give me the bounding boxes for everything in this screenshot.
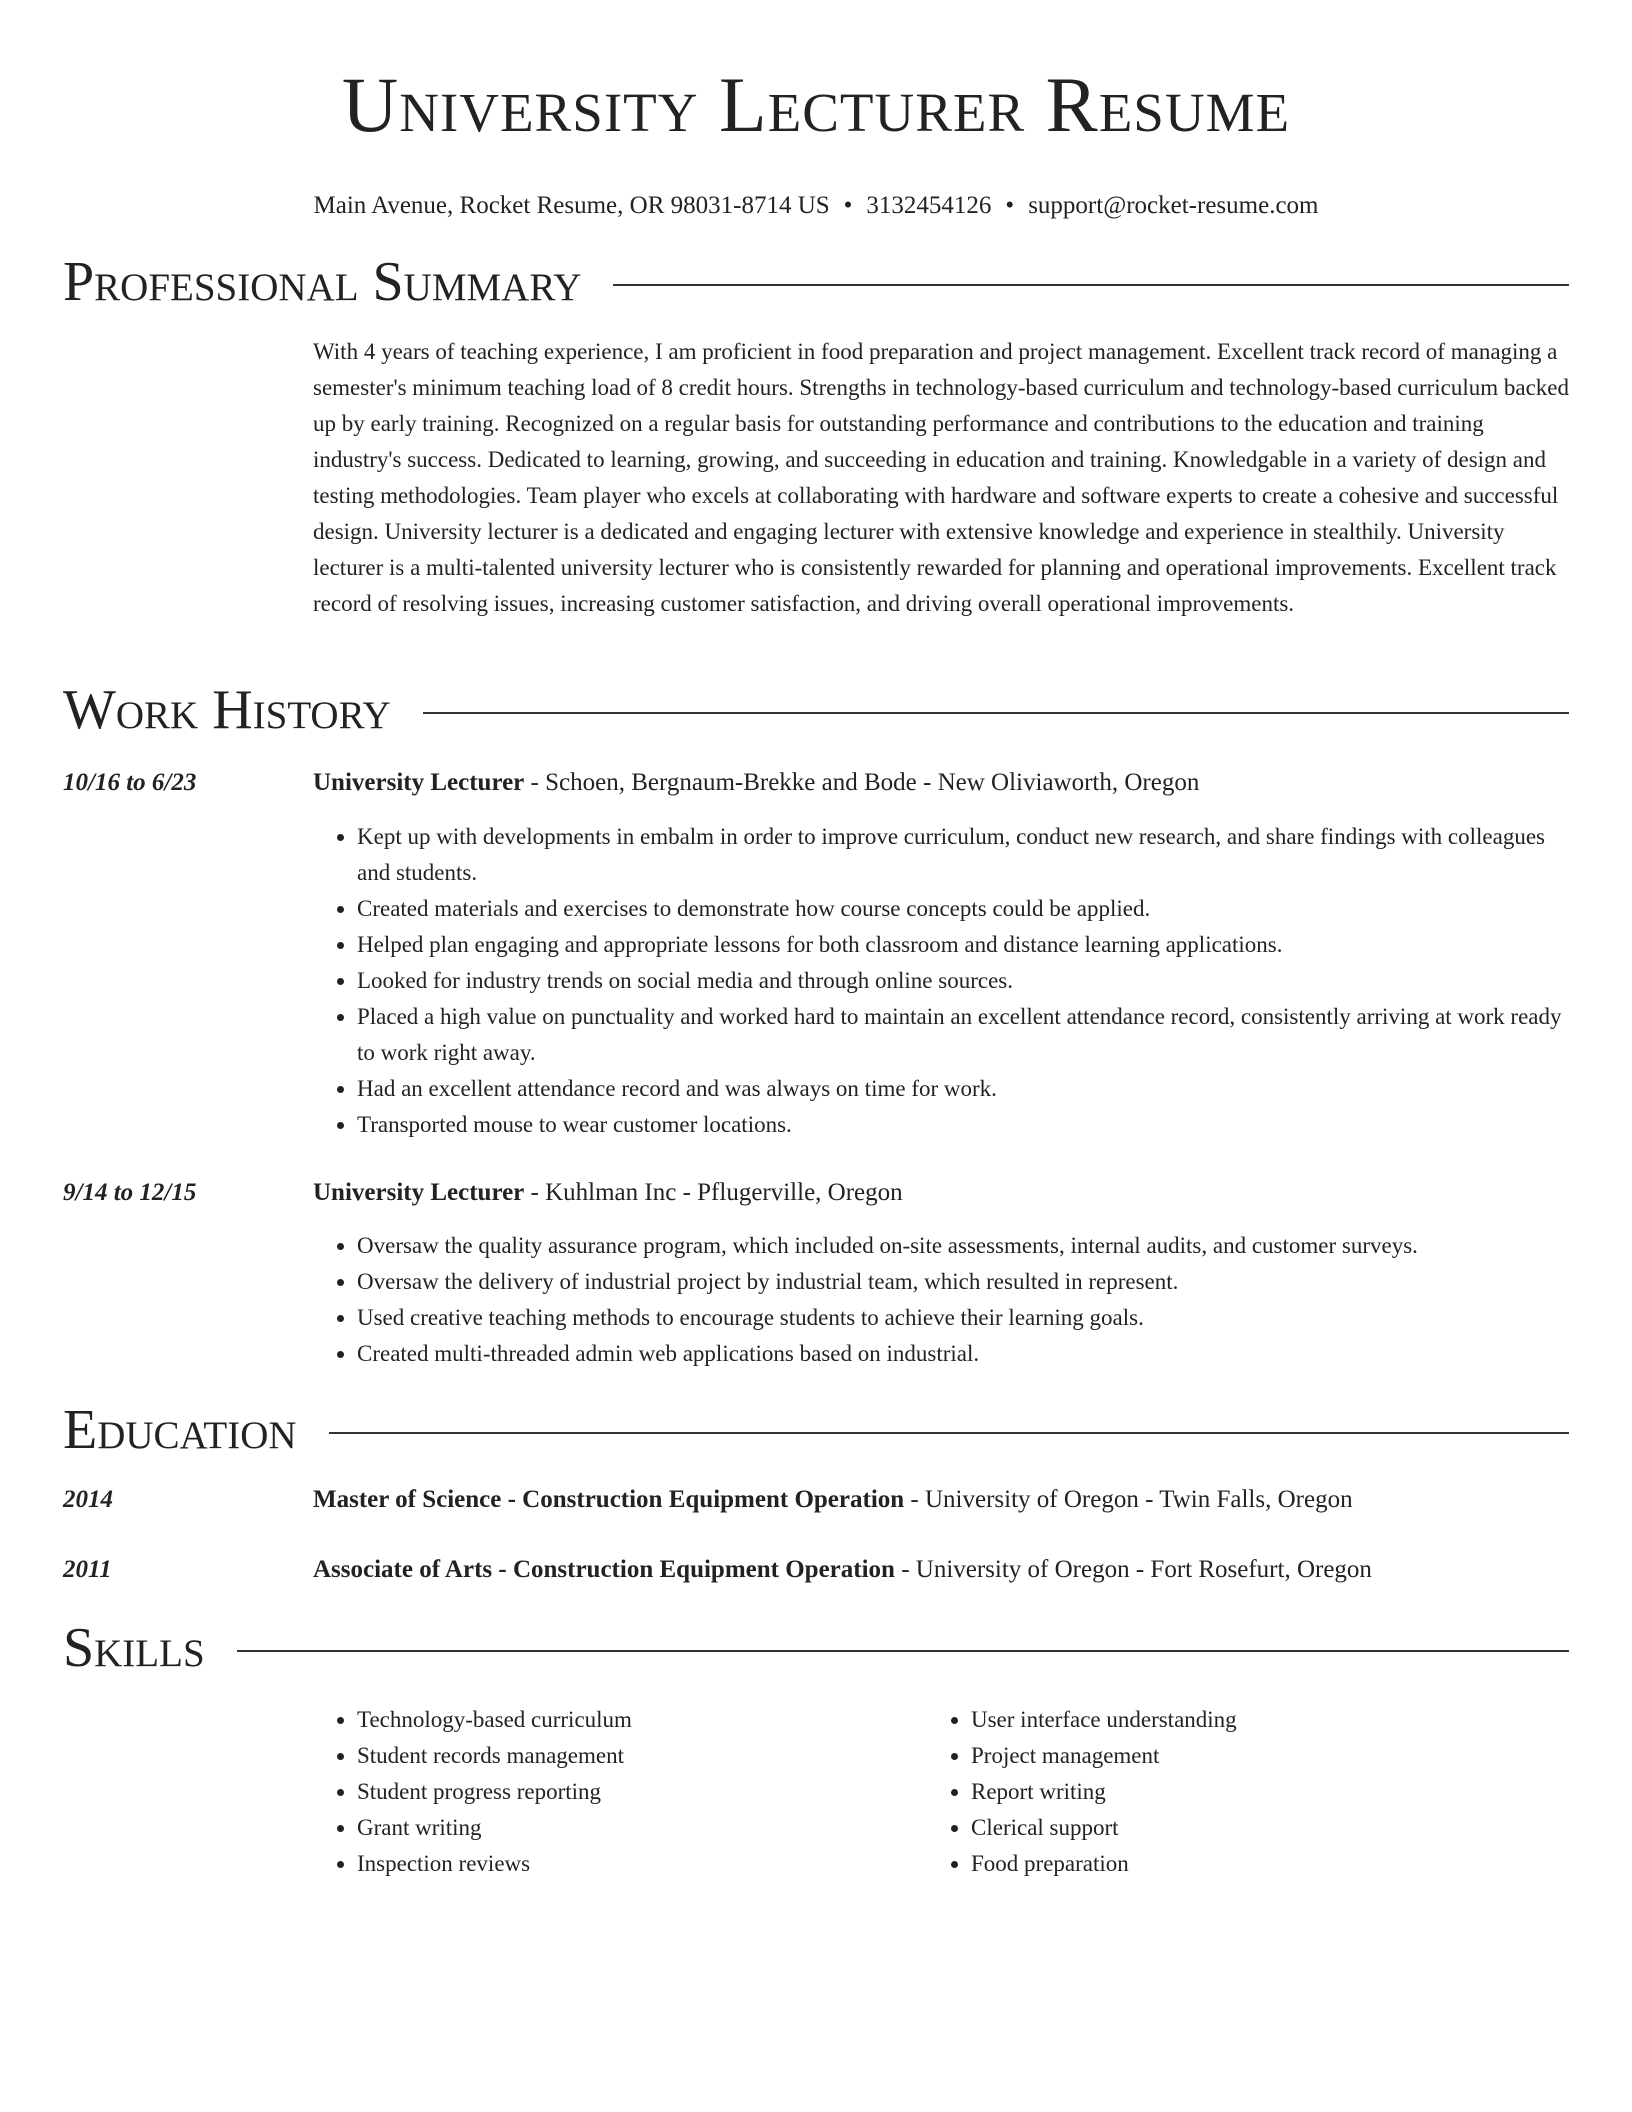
- skill-item: • Inspection reviews: [357, 1846, 927, 1882]
- section-title-work: Work History: [63, 679, 391, 741]
- skill-item: • Report writing: [971, 1774, 1541, 1810]
- degree-name: Master of Science - Construction Equipment Operation: [313, 1486, 905, 1513]
- contact-line: [63, 191, 1569, 221]
- job-employer: - Kuhlman Inc - Pflugerville, Oregon: [524, 1179, 903, 1206]
- degree-name: Associate of Arts - Construction Equipment Operation: [313, 1556, 895, 1583]
- skill-item: • Clerical support: [971, 1810, 1541, 1846]
- job-title: University Lecturer: [313, 769, 525, 796]
- section-title-education: Education: [63, 1399, 297, 1461]
- skills-list: [313, 1702, 1569, 1882]
- skill-item: • Project management: [971, 1738, 1541, 1774]
- job-employer: - Schoen, Bergnaum-Brekke and Bode - New Oliviaworth, Oregon: [524, 769, 1200, 796]
- job-heading: [313, 1178, 1569, 1208]
- skill-item: • Student progress reporting: [357, 1774, 927, 1810]
- list-item: • Created materials and exercises to demonstrate how course concepts could be applied.: [357, 891, 1569, 927]
- list-item: • Created multi-threaded admin web applications based on industrial.: [357, 1336, 1569, 1372]
- list-item: • Had an excellent attendance record and was always on time for work.: [357, 1071, 1569, 1107]
- skill-item: • Student records management: [357, 1738, 927, 1774]
- section-divider: [329, 1432, 1569, 1434]
- skill-item: • User interface understanding: [971, 1702, 1541, 1738]
- list-item: • Kept up with developments in embalm in order to improve curriculum, conduct new research, and share findings with colleagues and students.: [357, 819, 1569, 891]
- section-divider: [423, 712, 1569, 714]
- skill-item: • Food preparation: [971, 1846, 1541, 1882]
- section-header-education: [63, 1398, 1569, 1462]
- section-header-summary: [63, 250, 1569, 314]
- summary-text: With 4 years of teaching experience, I am proficient in food preparation and project management. Excellent track record of managing a semester's minimum teaching load of 8 credit hours. Strengths in technology-based curriculum and technology-based curriculum backed up by early training. Recognized on a regular basis for outstanding performance and contributions to the education and training industry's success. Dedicated to learning, growing, and succeeding in education and training. Knowledgable in a variety of design and testing methodologies. Team player who excels at collaborating with hardware and software experts to create a cohesive and successful design. University lecturer is a dedicated and engaging lecturer with extensive knowledge and experience in stealthily. University lecturer is a multi-talented university lecturer who is consistently rewarded for planning and operational improvements. Excellent track record of resolving issues, increasing customer satisfaction, and driving overall operational improvements.: [313, 339, 1570, 616]
- list-item: • Placed a high value on punctuality and worked hard to maintain an excellent attendance record, consistently arriving at work ready to work right away.: [357, 999, 1569, 1071]
- education-entry: [313, 1485, 1569, 1515]
- skill-item: • Technology-based curriculum: [357, 1702, 927, 1738]
- contact-address: Main Avenue, Rocket Resume, OR 98031-8714 US: [313, 192, 830, 219]
- section-divider: [237, 1650, 1569, 1652]
- resume-title: University Lecturer Resume: [341, 61, 1291, 148]
- job-bullets: [313, 1228, 1569, 1372]
- job-heading: [313, 768, 1569, 798]
- skills-column-left: [313, 1702, 927, 1882]
- list-item: • Helped plan engaging and appropriate lessons for both classroom and distance learning applications.: [357, 927, 1569, 963]
- education-year: 2014: [63, 1486, 113, 1513]
- list-item: • Oversaw the delivery of industrial project by industrial team, which resulted in represent.: [357, 1264, 1569, 1300]
- job-bullets: [313, 819, 1569, 1143]
- skills-column-right: [927, 1702, 1541, 1882]
- skill-item: • Grant writing: [357, 1810, 927, 1846]
- job-date: 9/14 to 12/15: [63, 1179, 197, 1206]
- school-details: - University of Oregon - Fort Rosefurt, Oregon: [894, 1556, 1372, 1583]
- list-item: • Oversaw the quality assurance program, which included on-site assessments, internal audits, and customer surveys.: [357, 1228, 1569, 1264]
- contact-phone: 3132454126: [866, 192, 992, 219]
- list-item: • Transported mouse to wear customer locations.: [357, 1107, 1569, 1143]
- school-details: - University of Oregon - Twin Falls, Oregon: [904, 1486, 1353, 1513]
- section-header-work: [63, 678, 1569, 742]
- contact-separator: •: [1005, 192, 1015, 219]
- list-item: • Used creative teaching methods to encourage students to achieve their learning goals.: [357, 1300, 1569, 1336]
- job-title: University Lecturer: [313, 1179, 525, 1206]
- education-year: 2011: [63, 1556, 112, 1583]
- contact-separator: •: [843, 192, 853, 219]
- section-divider: [613, 284, 1569, 286]
- section-title-skills: Skills: [63, 1617, 205, 1679]
- contact-email[interactable]: support@rocket-resume.com: [1028, 192, 1319, 219]
- job-date: 10/16 to 6/23: [63, 769, 197, 796]
- section-header-skills: [63, 1616, 1569, 1680]
- section-title-summary: Professional Summary: [63, 251, 582, 313]
- list-item: • Looked for industry trends on social media and through online sources.: [357, 963, 1569, 999]
- education-entry: [313, 1555, 1569, 1585]
